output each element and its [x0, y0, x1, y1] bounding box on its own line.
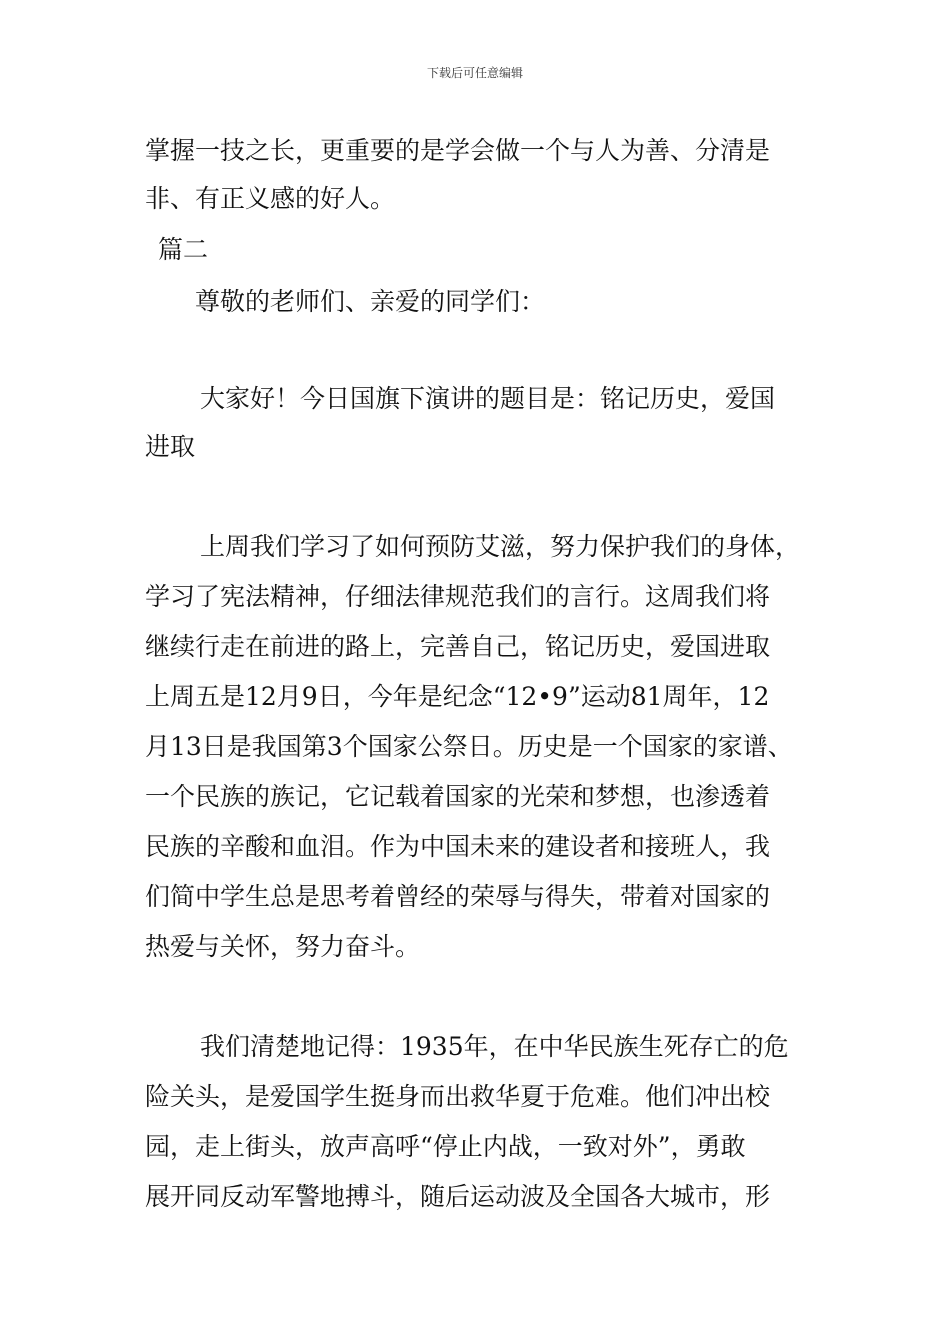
- text-line: 进取: [145, 432, 196, 461]
- text-line: 热爱与关怀，努力奋斗。: [145, 932, 421, 961]
- text-line: 学习了宪法精神，仔细法律规范我们的言行。这周我们将: [145, 582, 771, 611]
- text-line: 月13日是我国第3个国家公祭日。历史是一个国家的家谱、: [145, 732, 793, 761]
- text-line: 大家好！今日国旗下演讲的题目是：铭记历史，爱国: [200, 384, 776, 413]
- text-line: 非、有正义感的好人。: [145, 184, 396, 213]
- text-line: 掌握一技之长，更重要的是学会做一个与人为善、分清是: [145, 136, 771, 165]
- text-line: 们简中学生总是思考着曾经的荣辱与得失，带着对国家的: [145, 882, 771, 911]
- page-header-note: 下载后可任意编辑: [426, 66, 523, 80]
- text-line: 园，走上街头，放声高呼“停止内战，一致对外”，勇敢: [145, 1132, 746, 1161]
- text-line: 上周五是12月9日，今年是纪念“12•9”运动81周年，12: [145, 682, 770, 711]
- text-line: 民族的辛酸和血泪。作为中国未来的建设者和接班人，我: [145, 832, 771, 861]
- text-line: 一个民族的族记，它记载着国家的光荣和梦想，也渗透着: [145, 782, 771, 811]
- text-line: 展开同反动军警地搏斗，随后运动波及全国各大城市，形: [145, 1182, 771, 1211]
- text-line: 险关头，是爱国学生挺身而出救华夏于危难。他们冲出校: [145, 1082, 771, 1111]
- section-heading: 篇二: [158, 235, 209, 264]
- text-line: 上周我们学习了如何预防艾滋，努力保护我们的身体，: [200, 532, 801, 561]
- text-line: 继续行走在前进的路上，完善自己，铭记历史，爱国进取: [145, 632, 771, 661]
- text-line: 我们清楚地记得：1935年，在中华民族生死存亡的危: [200, 1032, 789, 1061]
- salutation: 尊敬的老师们、亲爱的同学们：: [195, 287, 546, 316]
